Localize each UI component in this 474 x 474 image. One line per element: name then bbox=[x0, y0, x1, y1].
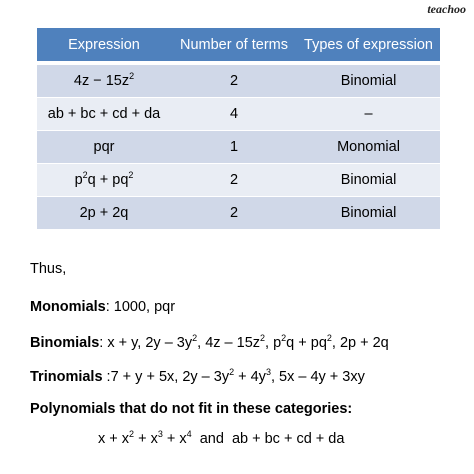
table-row bbox=[37, 130, 440, 163]
cell-terms: 2 bbox=[171, 163, 297, 196]
trinomials-label: Trinomials bbox=[30, 369, 103, 385]
cell-terms: 1 bbox=[171, 130, 297, 163]
cell-expression: 2p + 2q bbox=[37, 196, 171, 229]
cell-terms: 2 bbox=[171, 196, 297, 229]
table-row bbox=[37, 64, 440, 97]
cell-expression: $4z - 15z^2$ bbox=[37, 64, 171, 97]
table-row bbox=[37, 163, 440, 196]
intro-line: Thus, bbox=[30, 261, 67, 277]
header-types-of-expression: Types of expression bbox=[297, 28, 440, 64]
other-label: Polynomials that do not fit in these categories: bbox=[30, 401, 353, 417]
cell-type: Binomial bbox=[297, 196, 440, 229]
cell-type: Monomial bbox=[297, 130, 440, 163]
other-value: $x + x^2 + x^3 + x^4$ and ab + bc + cd + da bbox=[98, 429, 345, 447]
cell-type: – bbox=[297, 97, 440, 130]
header-number-of-terms: Number of terms bbox=[171, 28, 297, 64]
trinomials-value: :7 + y + 5x, $2y - 3y^2 + 4y^3$, 5x – 4y + 3xy bbox=[102, 367, 365, 385]
monomials-line bbox=[30, 300, 175, 315]
binomials-value: : x + y, $2y - 3y^2$, $4z - 15z^2$, $p^2q + pq^2$, 2p + 2q bbox=[99, 333, 389, 351]
cell-expression: ab + bc + cd + da bbox=[37, 97, 171, 130]
cell-type: Binomial bbox=[297, 64, 440, 97]
brand-logo: teachoo bbox=[427, 2, 466, 16]
table-row bbox=[37, 97, 440, 130]
cell-terms: 4 bbox=[171, 97, 297, 130]
binomials-line bbox=[30, 333, 389, 351]
cell-terms: 2 bbox=[171, 64, 297, 97]
trinomials-line bbox=[30, 367, 365, 385]
binomials-label: Binomials bbox=[30, 335, 100, 351]
table-row bbox=[37, 196, 440, 229]
cell-expression: $p^2q + pq^2$ bbox=[37, 163, 171, 196]
expression-table bbox=[37, 28, 440, 229]
monomials-label: Monomials bbox=[30, 299, 106, 315]
table-header-row bbox=[37, 28, 440, 64]
monomials-value: : 1000, pqr bbox=[105, 299, 176, 315]
header-expression: Expression bbox=[37, 28, 171, 64]
cell-type: Binomial bbox=[297, 163, 440, 196]
cell-expression: pqr bbox=[37, 130, 171, 163]
